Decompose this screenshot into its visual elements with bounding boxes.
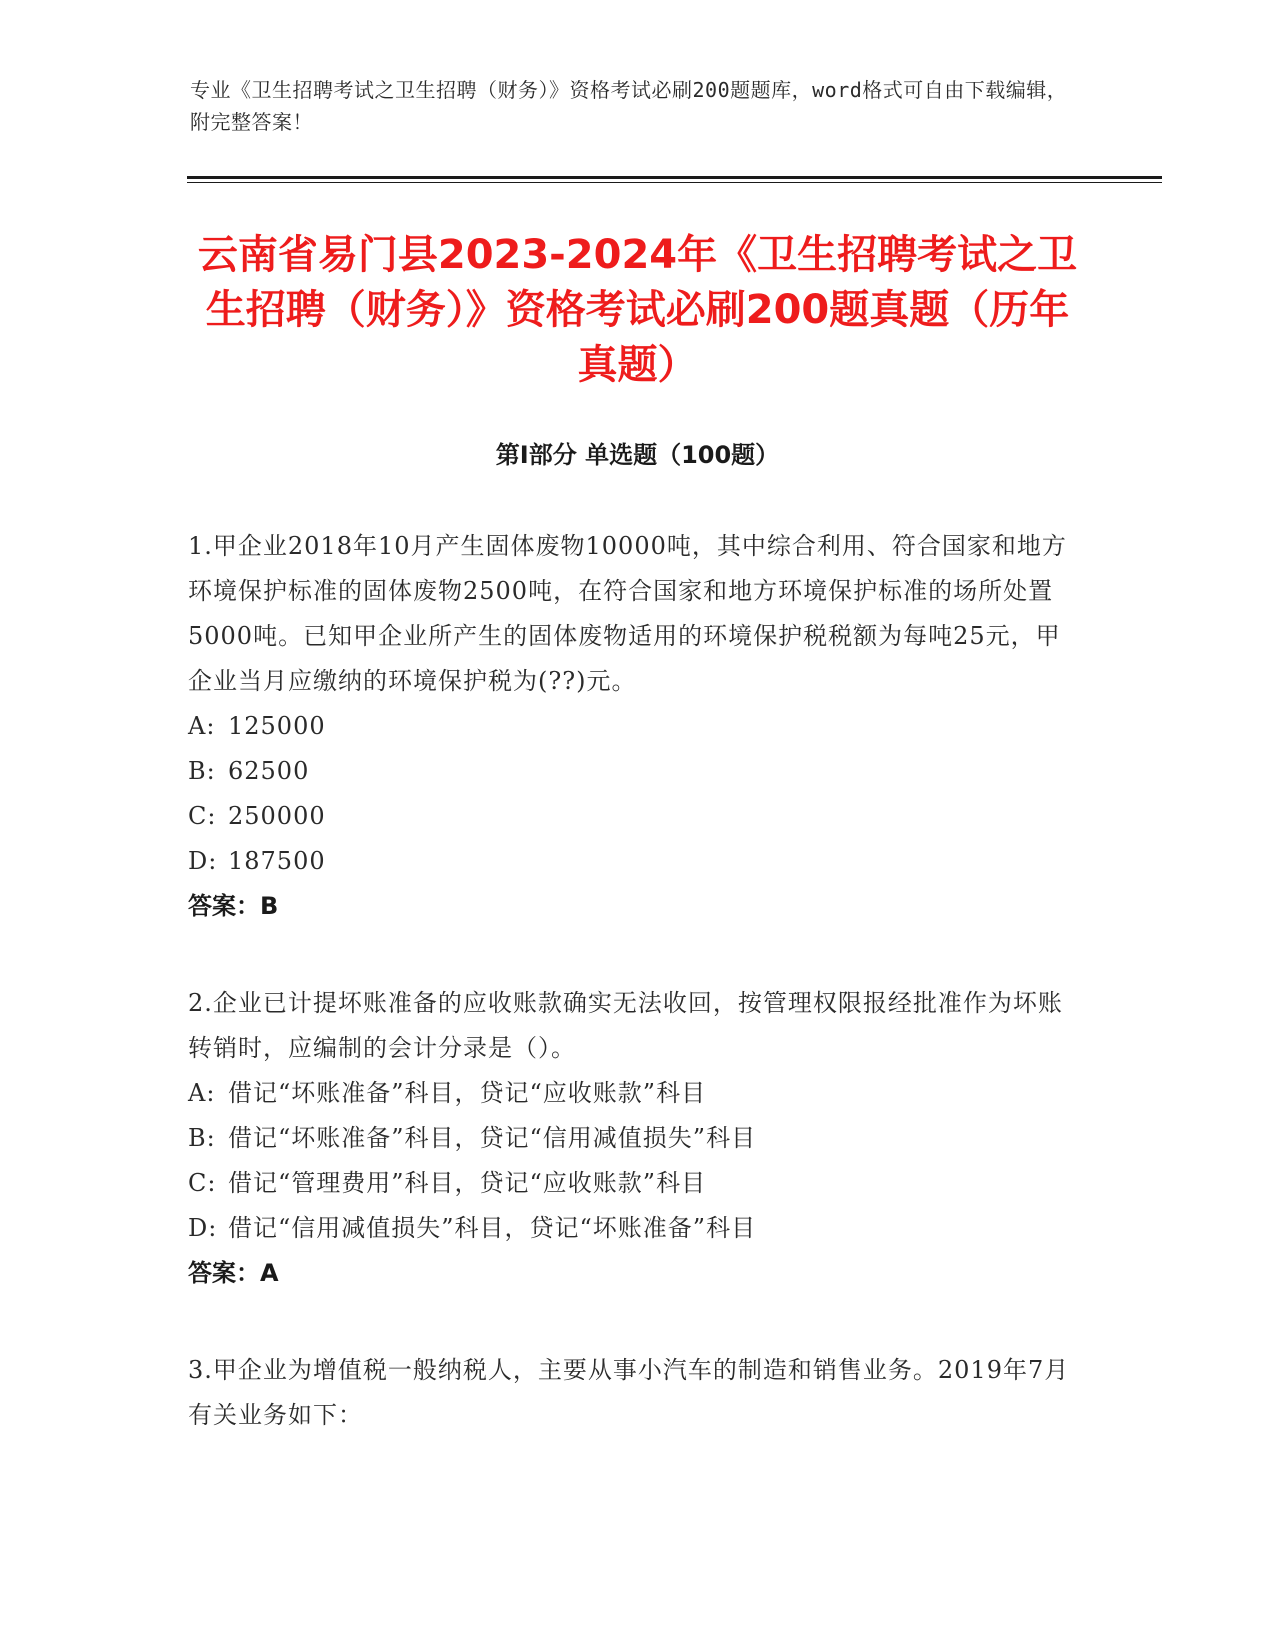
- option-key: D:: [188, 1214, 218, 1242]
- answer-line: 答案：B: [188, 892, 279, 920]
- option-text: 借记“坏账准备”科目，贷记“应收账款”科目: [228, 1079, 707, 1107]
- option-text: 125000: [228, 712, 326, 740]
- header-note: 专业《卫生招聘考试之卫生招聘（财务）》资格考试必刷200题题库，word格式可自由下载编辑，附完整答案！: [190, 78, 1068, 134]
- option-d: [188, 839, 1078, 884]
- option-b: [188, 749, 1078, 794]
- question-stem: 2.企业已计提坏账准备的应收账款确实无法收回，按管理权限报经批准作为坏账转销时，应编制的会计分录是（）。: [188, 989, 1063, 1062]
- answer-line: 答案：A: [188, 1259, 279, 1287]
- option-text: 187500: [228, 847, 326, 875]
- option-text: 62500: [228, 757, 310, 785]
- option-d: [188, 1206, 1078, 1251]
- option-c: [188, 1161, 1078, 1206]
- option-key: A:: [188, 712, 216, 740]
- option-key: A:: [188, 1079, 216, 1107]
- option-text: 借记“信用减值损失”科目，贷记“坏账准备”科目: [228, 1214, 757, 1242]
- option-text: 借记“坏账准备”科目，贷记“信用减值损失”科目: [228, 1124, 757, 1152]
- option-a: [188, 1071, 1078, 1116]
- document-title: 云南省易门县2023-2024年《卫生招聘考试之卫生招聘（财务）》资格考试必刷200题真题（历年真题）: [197, 232, 1078, 388]
- question-2: [188, 981, 1078, 1296]
- question-stem: 1.甲企业2018年10月产生固体废物10000吨，其中综合利用、符合国家和地方环境保护标准的固体废物2500吨，在符合国家和地方环境保护标准的场所处置5000吨。已知甲企业所产生的固体废物适用的环境保护税税额为每吨25元，甲企业当月应缴纳的环境保护税为(??)元。: [188, 532, 1067, 695]
- question-3: [188, 1348, 1078, 1438]
- header-divider-thin: [187, 182, 1162, 183]
- option-c: [188, 794, 1078, 839]
- section-title: 第Ⅰ部分 单选题（100题）: [495, 441, 780, 469]
- option-key: B:: [188, 757, 216, 785]
- option-key: C:: [188, 1169, 217, 1197]
- option-text: 250000: [228, 802, 326, 830]
- option-key: B:: [188, 1124, 216, 1152]
- option-a: [188, 704, 1078, 749]
- option-text: 借记“管理费用”科目，贷记“应收账款”科目: [228, 1169, 707, 1197]
- option-b: [188, 1116, 1078, 1161]
- question-stem: 3.甲企业为增值税一般纳税人，主要从事小汽车的制造和销售业务。2019年7月有关业务如下：: [188, 1356, 1070, 1429]
- question-1: [188, 524, 1078, 929]
- option-key: C:: [188, 802, 217, 830]
- question-list: [188, 524, 1078, 1490]
- option-key: D:: [188, 847, 218, 875]
- header-divider-thick: [187, 176, 1162, 179]
